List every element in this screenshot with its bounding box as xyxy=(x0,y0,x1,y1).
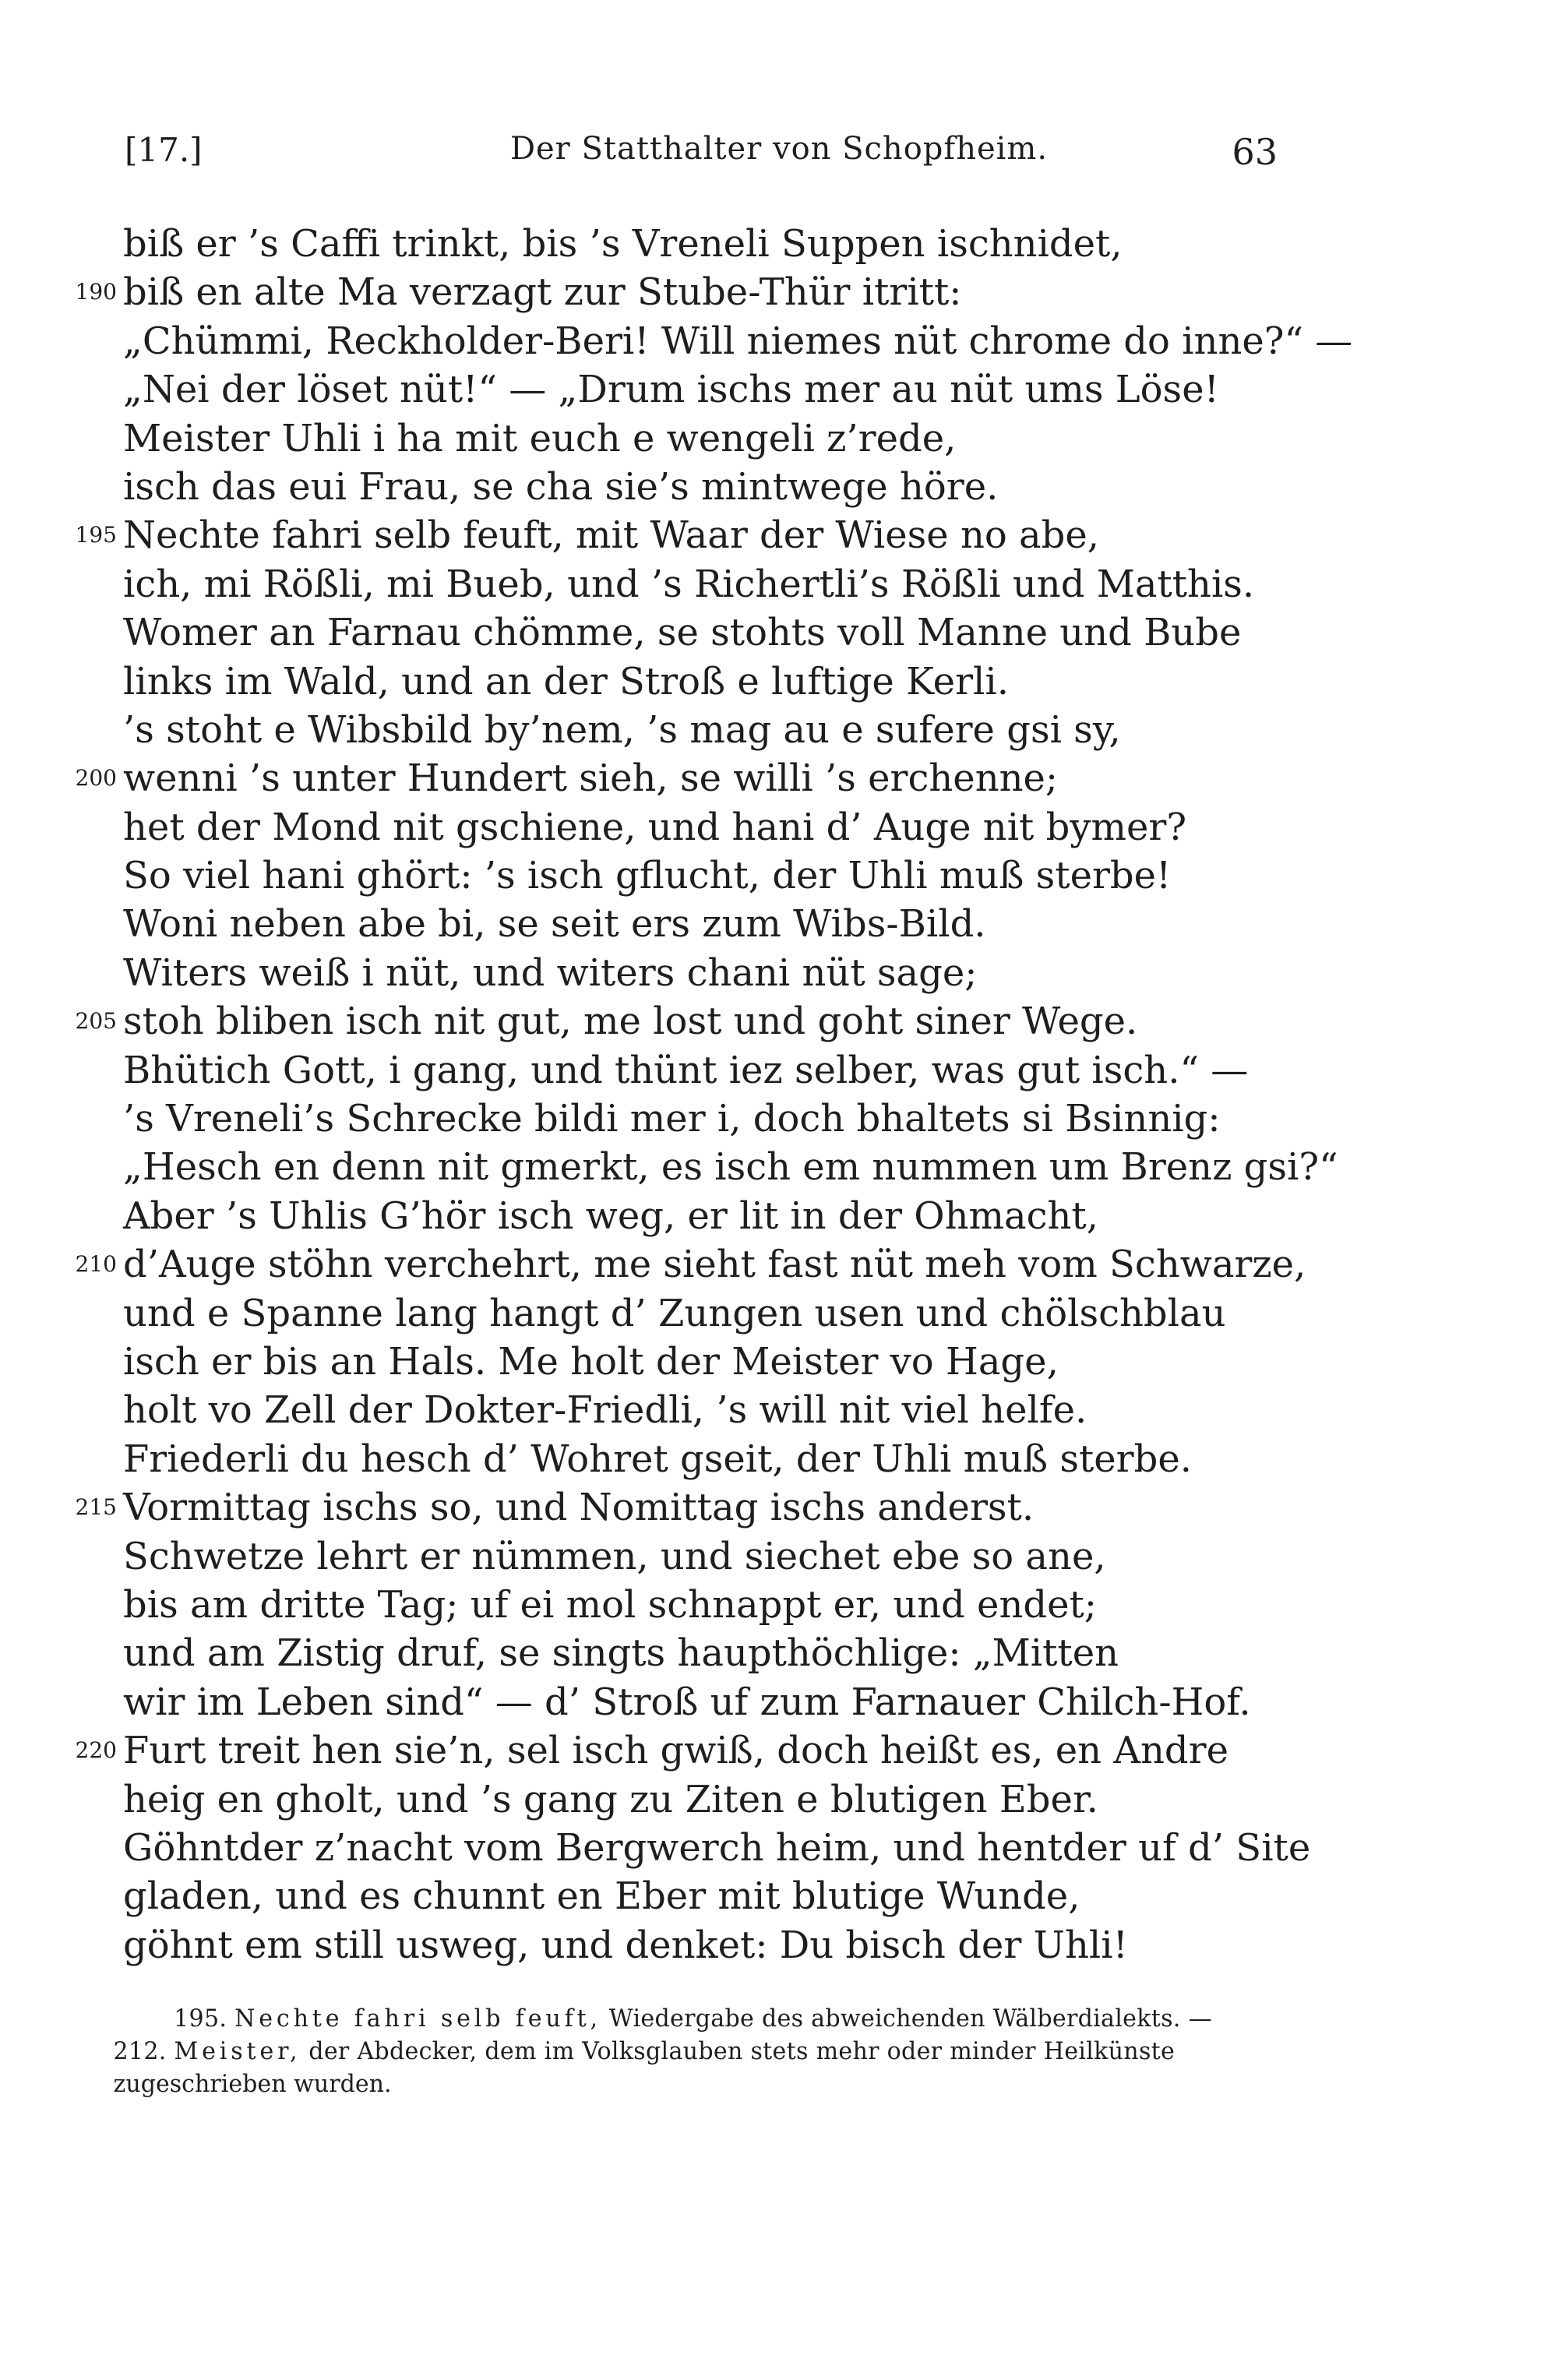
line-number: 220 xyxy=(75,1737,117,1764)
verse-text: isch das eui Frau, se cha sie’s mintwege höre. xyxy=(123,464,999,509)
footnote-text: Wiedergabe des abweichenden Wälberdialekts. — xyxy=(608,2004,1212,2033)
verse-line xyxy=(0,900,1558,948)
line-number: 215 xyxy=(75,1494,117,1521)
verse-line xyxy=(0,1678,1558,1726)
verse-line xyxy=(0,1338,1558,1386)
verse-line xyxy=(0,706,1558,754)
verse-line xyxy=(0,463,1558,511)
line-number: 195 xyxy=(75,522,117,548)
verse-line xyxy=(0,1386,1558,1434)
verse-text: So viel hani ghört: ’s isch gflucht, der Uhli muß sterbe! xyxy=(123,854,1172,898)
verse-line xyxy=(0,268,1558,316)
page-header xyxy=(0,131,1558,178)
verse-line xyxy=(0,1775,1558,1824)
verse-line xyxy=(0,511,1558,559)
verse-text: „Nei der löset nüt!“ — „Drum ischs mer au nüt ums Löse! xyxy=(123,368,1219,412)
footnote-text: der Abdecker, dem im Volksglauben stets mehr oder minder Heilkünste xyxy=(308,2037,1176,2065)
verse-text: Nechte fahri selb feuft, mit Waar der Wiese no abe, xyxy=(123,513,1100,558)
verse-text: Witers weiß i nüt, und witers chani nüt sage; xyxy=(123,950,978,995)
footnote-ref: 212. xyxy=(113,2037,167,2065)
line-number: 205 xyxy=(75,1008,117,1035)
verse-line xyxy=(0,1581,1558,1629)
verse-text: Meister Uhli i ha mit euch e wengeli z’rede, xyxy=(123,416,957,460)
line-number: 190 xyxy=(75,279,117,305)
verse-text: links im Wald, und an der Stroß e luftige Kerli. xyxy=(123,659,1009,703)
verse-line xyxy=(0,1143,1558,1191)
verse-text: Schwetze lehrt er nümmen, und siechet ebe so ane, xyxy=(123,1534,1106,1578)
footnote-line xyxy=(0,2068,1511,2100)
footnote-lemma: Nechte fahri selb feuft, xyxy=(234,2004,601,2033)
verse-text: heig en gholt, und ’s gang zu Ziten e blutigen Eber. xyxy=(123,1777,1098,1821)
line-number: 210 xyxy=(75,1251,117,1278)
verse-line xyxy=(0,317,1558,365)
verse-text: wir im Leben sind“ — d’ Stroß uf zum Farnauer Chilch-Hof. xyxy=(123,1680,1251,1724)
verse-text: d’Auge stöhn verchehrt, me sieht fast nüt meh vom Schwarze, xyxy=(123,1243,1306,1287)
verse-text: holt vo Zell der Dokter-Friedli, ’s will nit viel helfe. xyxy=(123,1388,1087,1433)
verse-text: stoh bliben isch nit gut, me lost und goht siner Wege. xyxy=(123,1000,1138,1044)
verse-text: Furt treit hen sie’n, sel isch gwiß, doch heißt es, en Andre xyxy=(123,1729,1228,1773)
verse-text: Göhntder z’nacht vom Bergwerch heim, und hentder uf d’ Site xyxy=(123,1825,1311,1870)
verse-line xyxy=(0,365,1558,414)
footnote-line xyxy=(0,2035,1511,2068)
footnotes xyxy=(0,2002,1558,2100)
footnote-lemma: Meister, xyxy=(174,2037,301,2065)
verse-text: Woni neben abe bi, se seit ers zum Wibs-Bild. xyxy=(123,902,986,947)
signature-mark: [17.] xyxy=(125,131,203,169)
verse-line xyxy=(0,1435,1558,1483)
verse-text: Womer an Farnau chömme, se stohts voll Manne und Bube xyxy=(123,611,1242,655)
verse-line xyxy=(0,1095,1558,1143)
verse-line xyxy=(0,1824,1558,1872)
verse-line xyxy=(0,1046,1558,1095)
page-number: 63 xyxy=(1232,131,1278,173)
verse-line xyxy=(0,803,1558,852)
verse-text: ’s Vreneli’s Schrecke bildi mer i, doch bhaltets si Bsinnig: xyxy=(123,1097,1221,1141)
verse-line xyxy=(0,1240,1558,1289)
verse-line xyxy=(0,658,1558,706)
verse-line xyxy=(0,754,1558,802)
verse-line xyxy=(0,1872,1558,1920)
verse-text: Bhütich Gott, i gang, und thünt iez selber, was gut isch.“ — xyxy=(123,1048,1249,1092)
verse-line xyxy=(0,949,1558,997)
verse-text: „Chümmi, Reckholder-Beri! Will niemes nüt chrome do inne?“ — xyxy=(123,319,1353,363)
verse-text: ’s stoht e Wibsbild by’nem, ’s mag au e sufere gsi sy, xyxy=(123,707,1121,752)
verse-line xyxy=(0,1532,1558,1581)
verse-text: bis am dritte Tag; uf ei mol schnappt er, und endet; xyxy=(123,1582,1097,1627)
verse-line xyxy=(0,560,1558,608)
poem-body xyxy=(0,220,1558,1969)
verse-line xyxy=(0,1921,1558,1969)
verse-text: und e Spanne lang hangt d’ Zungen usen und chölschblau xyxy=(123,1291,1226,1335)
verse-line xyxy=(0,852,1558,900)
footnote-text: zugeschrieben wurden. xyxy=(113,2070,392,2098)
verse-text: und am Zistig druf, se singts haupthöchlige: „Mitten xyxy=(123,1631,1119,1676)
verse-line xyxy=(0,1483,1558,1532)
verse-text: het der Mond nit gschiene, und hani d’ Auge nit bymer? xyxy=(123,805,1187,849)
footnote-ref: 195. xyxy=(174,2004,227,2033)
verse-text: Friederli du hesch d’ Wohret gseit, der Uhli muß sterbe. xyxy=(123,1437,1192,1481)
verse-text: „Hesch en denn nit gmerkt, es isch em nummen um Brenz gsi?“ xyxy=(123,1145,1338,1190)
verse-line xyxy=(0,1726,1558,1775)
verse-line xyxy=(0,220,1558,268)
running-title: Der Statthalter von Schopfheim. xyxy=(509,131,1049,167)
verse-line xyxy=(0,1289,1558,1338)
verse-text: Vormittag ischs so, und Nomittag ischs anderst. xyxy=(123,1486,1035,1530)
verse-text: gladen, und es chunnt en Eber mit blutige Wunde, xyxy=(123,1874,1080,1919)
verse-text: Aber ’s Uhlis G’hör isch weg, er lit in der Ohmacht, xyxy=(123,1194,1098,1238)
verse-text: biß en alte Ma verzagt zur Stube-Thür itritt: xyxy=(123,270,962,315)
verse-text: göhnt em still usweg, und denket: Du bisch der Uhli! xyxy=(123,1923,1128,1967)
verse-line xyxy=(0,1192,1558,1240)
verse-text: isch er bis an Hals. Me holt der Meister vo Hage, xyxy=(123,1339,1059,1384)
verse-text: biß er ’s Caffi trinkt, bis ’s Vreneli Suppen ischnidet, xyxy=(123,222,1123,266)
verse-line xyxy=(0,414,1558,463)
verse-text: ich, mi Rößli, mi Bueb, und ’s Richertli’s Rößli und Matthis. xyxy=(123,562,1255,606)
verse-line xyxy=(0,608,1558,657)
verse-line xyxy=(0,997,1558,1045)
verse-text: wenni ’s unter Hundert sieh, se willi ’s erchenne; xyxy=(123,756,1059,801)
footnote-line xyxy=(0,2002,1511,2035)
line-number: 200 xyxy=(75,765,117,792)
verse-line xyxy=(0,1629,1558,1677)
